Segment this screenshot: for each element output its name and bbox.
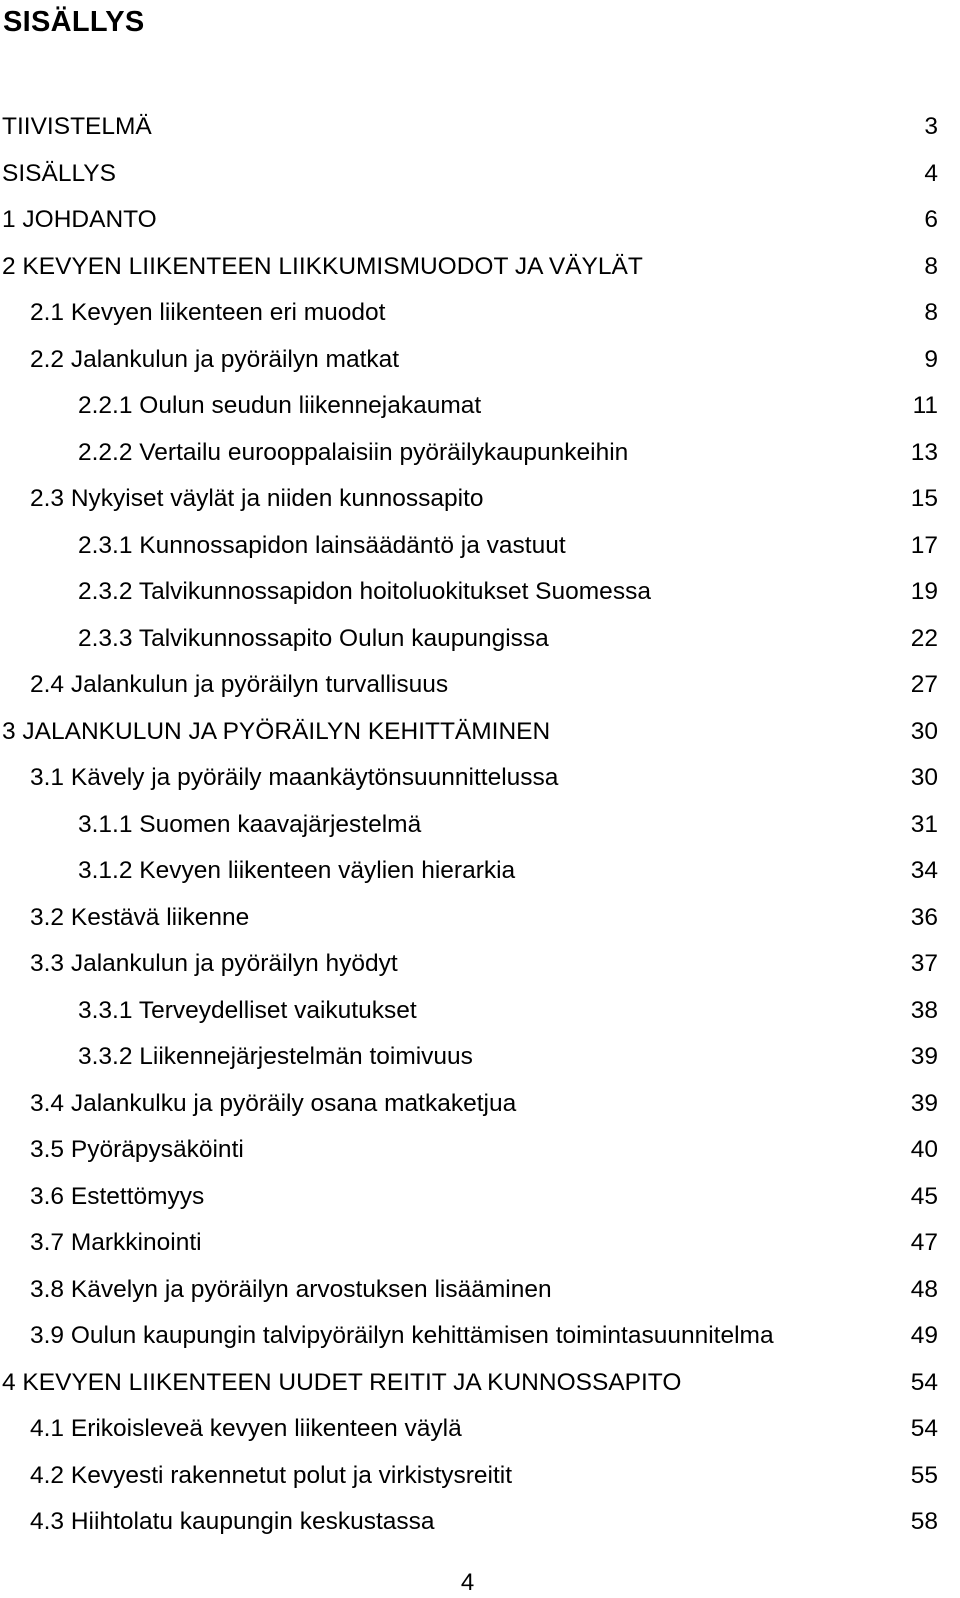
toc-entry-title: 3.2 Kestävä liikenne: [30, 903, 250, 931]
toc-entry[interactable]: [0, 1366, 960, 1413]
toc-entry[interactable]: [0, 1319, 960, 1366]
toc-entry-title: 2.3.1 Kunnossapidon lainsäädäntö ja vastuut: [78, 531, 566, 559]
toc-entry[interactable]: [0, 901, 960, 948]
toc-entry-page-number: 37: [910, 950, 938, 977]
toc-entry[interactable]: [0, 1226, 960, 1273]
toc-entry[interactable]: [0, 110, 960, 157]
toc-entry-title: SISÄLLYS: [2, 159, 116, 187]
toc-entry-title: 2.3 Nykyiset väylät ja niiden kunnossapito: [30, 485, 484, 512]
toc-entry[interactable]: [0, 668, 960, 715]
toc-entry-title: 3.1.1 Suomen kaavajärjestelmä: [78, 810, 422, 838]
toc-entry-title: 3.1.2 Kevyen liikenteen väylien hierarkia: [78, 857, 516, 884]
toc-entry-title: 4 KEVYEN LIIKENTEEN UUDET REITIT JA KUNNOSSAPITO: [2, 1368, 682, 1396]
toc-entry-title: 3.1 Kävely ja pyöräily maankäytönsuunnittelussa: [30, 764, 559, 791]
toc-entry[interactable]: [0, 157, 960, 204]
toc-entry-page-number: 54: [910, 1368, 938, 1396]
toc-entry-page-number: 39: [910, 1089, 938, 1117]
toc-entry-title: TIIVISTELMÄ: [2, 113, 152, 140]
toc-entry-title: 2 KEVYEN LIIKENTEEN LIIKKUMISMUODOT JA VÄYLÄT: [2, 252, 643, 280]
toc-entry-title: 3.3.2 Liikennejärjestelmän toimivuus: [78, 1043, 473, 1070]
toc-entry[interactable]: [0, 482, 960, 529]
toc-entry-page-number: 34: [910, 857, 938, 884]
toc-entry-page-number: 8: [924, 252, 938, 280]
toc-entry-page-number: 39: [910, 1043, 938, 1070]
toc-entry-page-number: 27: [910, 671, 938, 698]
toc-entry[interactable]: [0, 947, 960, 994]
toc-entry-page-number: 47: [910, 1229, 938, 1256]
toc-entry[interactable]: [0, 715, 960, 762]
toc-entry-page-number: 48: [910, 1275, 938, 1303]
toc-entry-title: 2.3.2 Talvikunnossapidon hoitoluokitukset Suomessa: [78, 578, 651, 605]
toc-entry[interactable]: [0, 343, 960, 390]
toc-entry-title: 3 JALANKULUN JA PYÖRÄILYN KEHITTÄMINEN: [2, 717, 551, 745]
toc-entry[interactable]: [0, 436, 960, 483]
toc-entry[interactable]: [0, 529, 960, 576]
toc-entry[interactable]: [0, 575, 960, 622]
toc-entry-title: 1 JOHDANTO: [2, 206, 157, 233]
toc-entry-page-number: 49: [910, 1322, 938, 1349]
toc-entry-page-number: 45: [910, 1182, 938, 1210]
toc-entry[interactable]: [0, 1133, 960, 1180]
toc-entry[interactable]: [0, 854, 960, 901]
toc-entry-page-number: 22: [910, 624, 938, 652]
toc-entry-page-number: 15: [910, 485, 938, 512]
toc-entry[interactable]: [0, 808, 960, 855]
toc-entry[interactable]: [0, 1412, 960, 1459]
toc-entry[interactable]: [0, 994, 960, 1041]
toc-entry-page-number: 30: [910, 717, 938, 745]
toc-entry[interactable]: [0, 1273, 960, 1320]
toc-entry-title: 4.2 Kevyesti rakennetut polut ja virkistysreitit: [30, 1461, 513, 1489]
toc-entry-title: 2.1 Kevyen liikenteen eri muodot: [30, 299, 386, 326]
toc-entry-page-number: 31: [910, 810, 938, 838]
toc-entry-title: 2.4 Jalankulun ja pyöräilyn turvallisuus: [30, 671, 449, 698]
toc-entry[interactable]: [0, 1040, 960, 1087]
toc-entry[interactable]: [0, 203, 960, 250]
toc-entry-page-number: 17: [910, 531, 938, 559]
toc-entry[interactable]: [0, 622, 960, 669]
toc-entry-title: 2.2 Jalankulun ja pyöräilyn matkat: [30, 345, 400, 373]
toc-entry[interactable]: [0, 250, 960, 297]
toc-entry-title: 3.5 Pyöräpysäköinti: [30, 1136, 244, 1163]
toc-entry-page-number: 58: [910, 1508, 938, 1535]
toc-entry-page-number: 3: [924, 113, 938, 140]
toc-entry[interactable]: [0, 1180, 960, 1227]
page-title: SISÄLLYS: [3, 6, 145, 38]
toc-entry-title: 2.2.1 Oulun seudun liikennejakaumat: [78, 392, 482, 419]
toc-entry[interactable]: [0, 761, 960, 808]
table-of-contents: [0, 110, 960, 1552]
toc-entry-page-number: 36: [910, 903, 938, 931]
toc-entry-page-number: 55: [910, 1461, 938, 1489]
toc-entry-page-number: 40: [910, 1136, 938, 1163]
toc-entry[interactable]: [0, 296, 960, 343]
toc-entry-title: 3.8 Kävelyn ja pyöräilyn arvostuksen lisääminen: [30, 1275, 552, 1303]
toc-entry[interactable]: [0, 389, 960, 436]
toc-entry-title: 3.9 Oulun kaupungin talvipyöräilyn kehittämisen toimintasuunnitelma: [30, 1322, 774, 1349]
toc-entry[interactable]: [0, 1505, 960, 1552]
toc-entry-page-number: 11: [912, 392, 938, 419]
toc-entry-page-number: 13: [910, 438, 938, 466]
toc-entry-title: 3.6 Estettömyys: [30, 1182, 205, 1210]
toc-entry-title: 2.3.3 Talvikunnossapito Oulun kaupungissa: [78, 624, 549, 652]
toc-entry-page-number: 38: [910, 996, 938, 1024]
page-number: 4: [460, 1569, 475, 1596]
toc-entry[interactable]: [0, 1459, 960, 1506]
toc-entry-title: 4.3 Hiihtolatu kaupungin keskustassa: [30, 1508, 435, 1535]
toc-entry-page-number: 8: [924, 299, 938, 326]
toc-entry-page-number: 9: [924, 345, 938, 373]
toc-entry-title: 4.1 Erikoisleveä kevyen liikenteen väylä: [30, 1415, 462, 1442]
toc-entry-title: 3.7 Markkinointi: [30, 1229, 202, 1256]
toc-entry-page-number: 19: [910, 578, 938, 605]
toc-entry-title: 2.2.2 Vertailu eurooppalaisiin pyöräilykaupunkeihin: [78, 438, 629, 466]
toc-entry-title: 3.3 Jalankulun ja pyöräilyn hyödyt: [30, 950, 398, 977]
toc-entry-page-number: 4: [924, 159, 938, 187]
toc-entry-page-number: 54: [910, 1415, 938, 1442]
toc-entry-title: 3.4 Jalankulku ja pyöräily osana matkaketjua: [30, 1089, 517, 1117]
toc-entry-page-number: 30: [910, 764, 938, 791]
toc-entry-page-number: 6: [924, 206, 938, 233]
toc-entry[interactable]: [0, 1087, 960, 1134]
toc-entry-title: 3.3.1 Terveydelliset vaikutukset: [78, 996, 417, 1024]
